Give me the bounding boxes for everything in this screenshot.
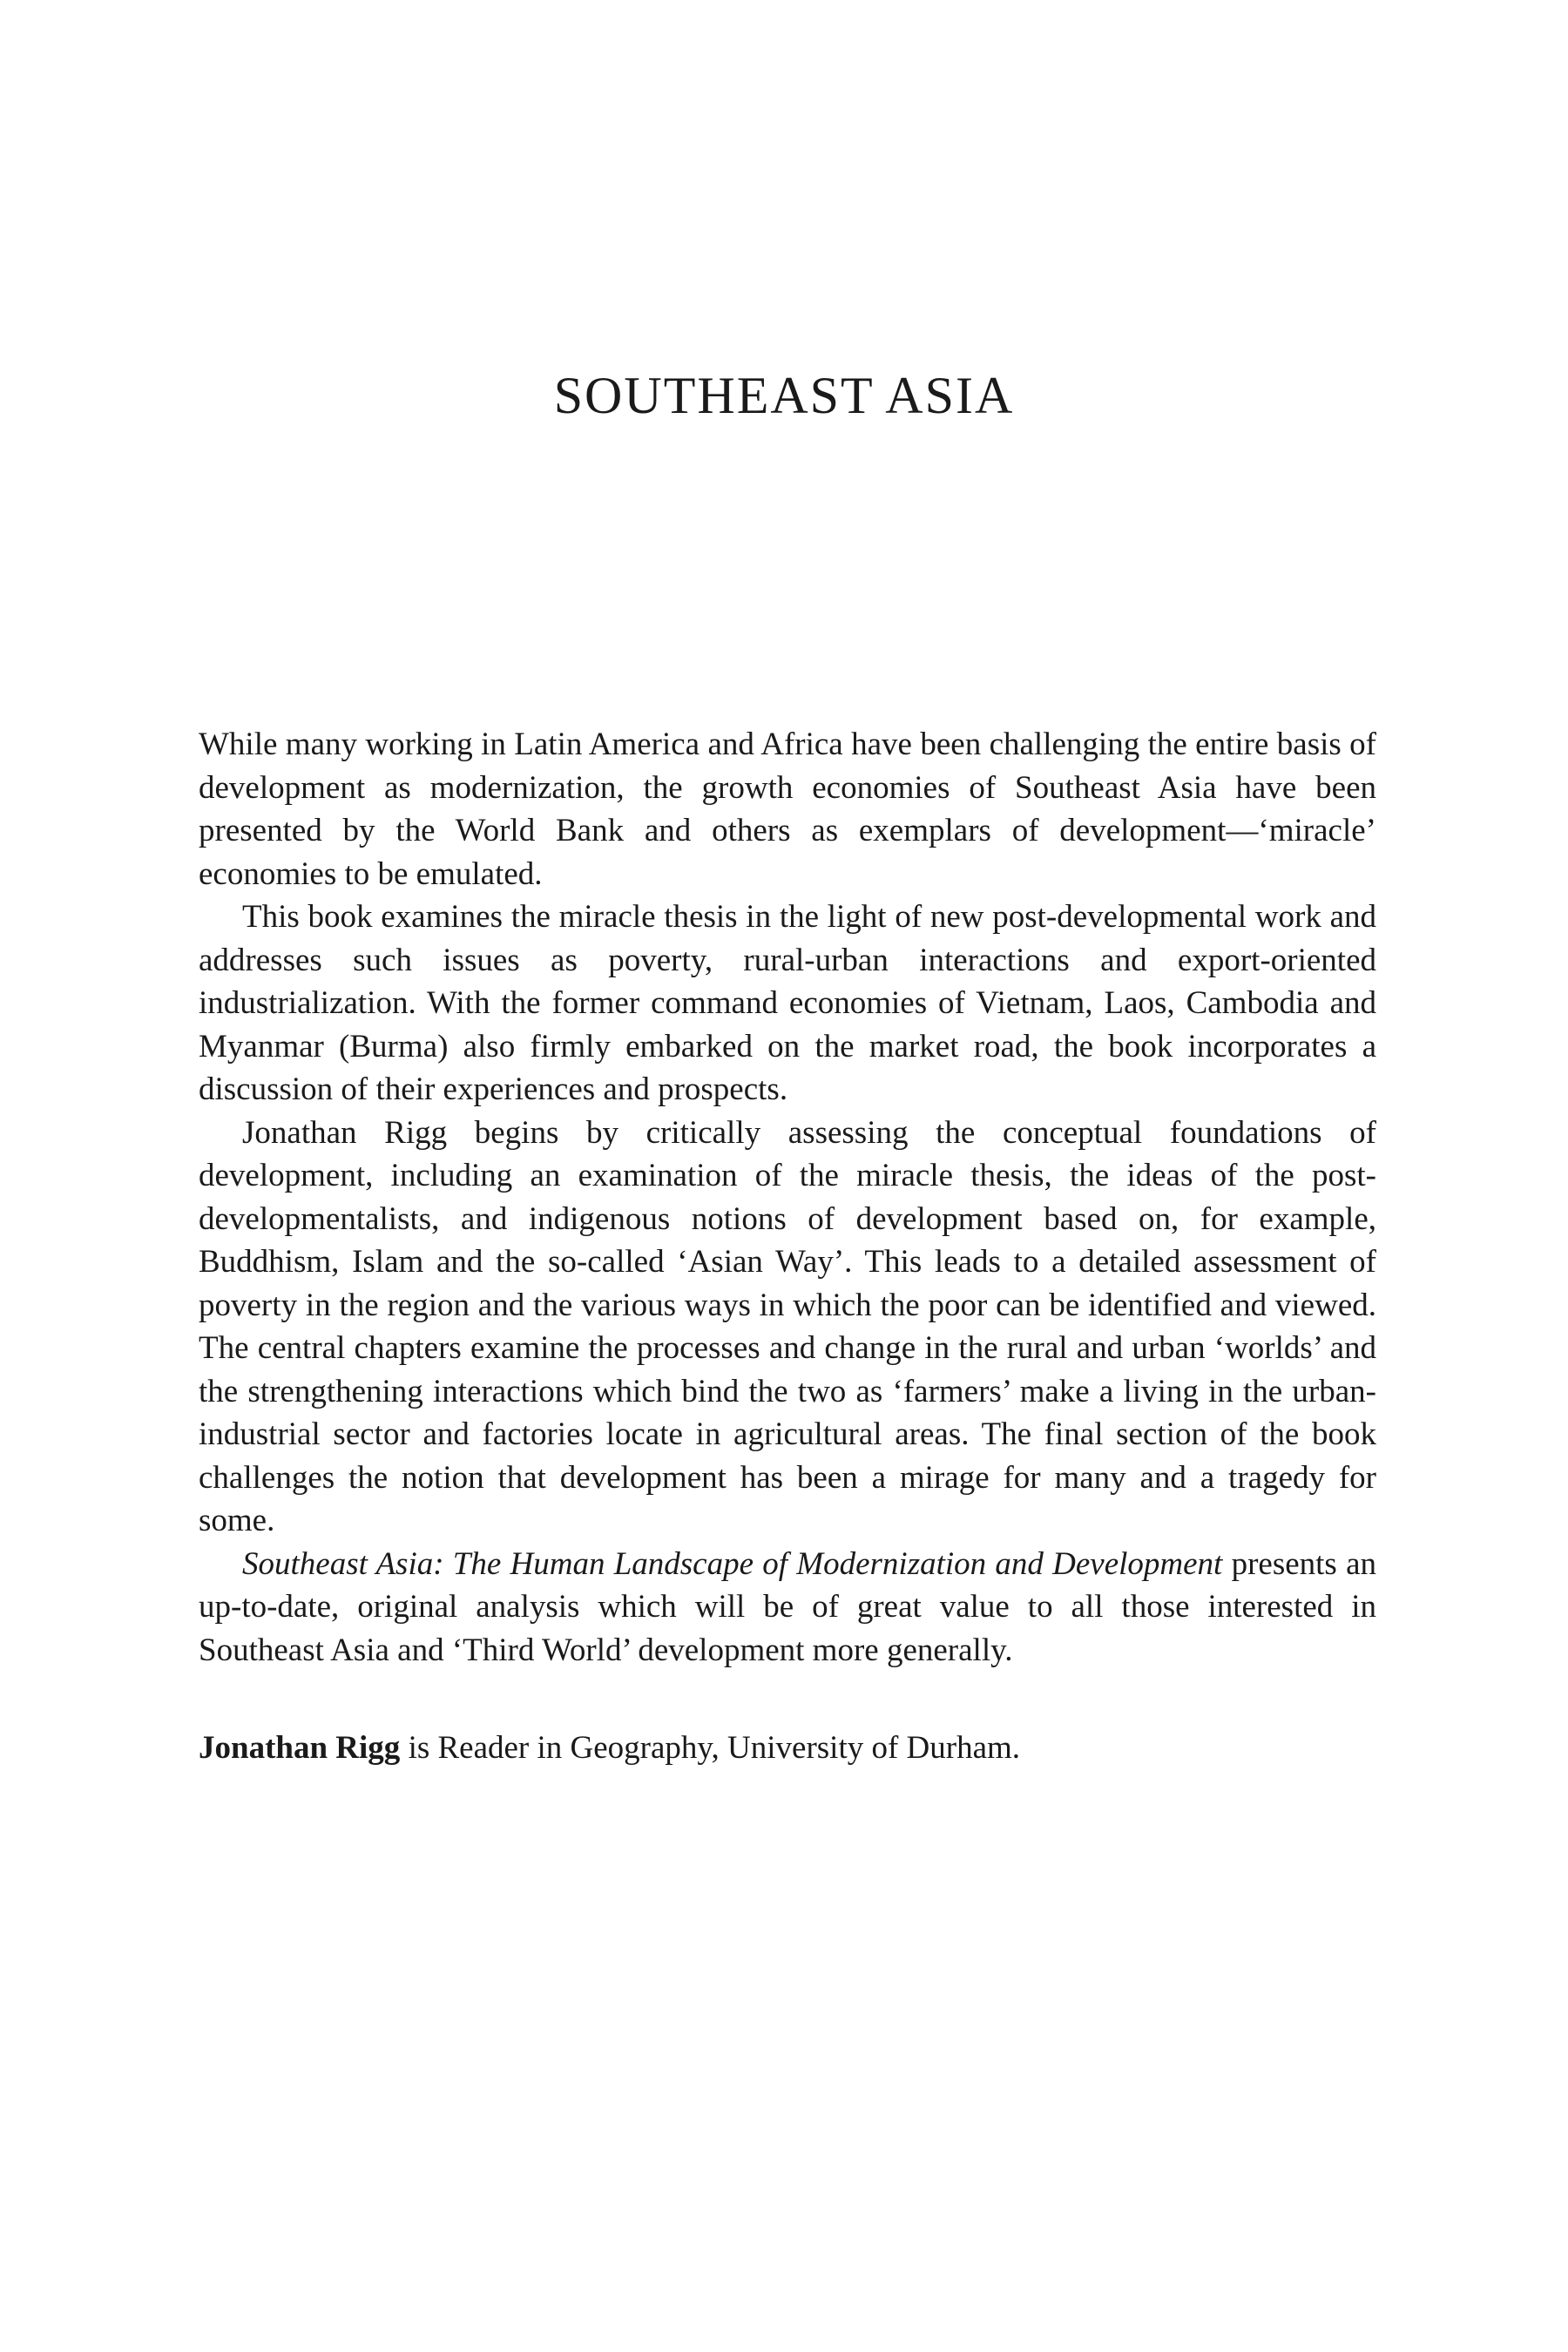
book-title-heading: SOUTHEAST ASIA <box>553 367 1015 424</box>
description-paragraph-1: While many working in Latin America and Africa have been challenging the entire basis of development as modernization, the growth economies of Southeast Asia have been presented by the World Bank and others as exemplars of development—‘miracle’ economies to be emulated. <box>199 727 1376 892</box>
description-paragraph-4 <box>199 1543 1376 1673</box>
book-full-title: Southeast Asia: The Human Landscape of Modernization and Development <box>242 1545 1223 1582</box>
description-paragraph-3: Jonathan Rigg begins by critically assessing the conceptual foundations of development, including an examination of the miracle thesis, the ideas of the post-developmentalists, and indigenous notions of development based on, for example, Buddhism, Islam and the so-called ‘Asian Way’. This leads to a detailed assessment of poverty in the region and the various ways in which the poor can be identified and viewed. The central chapters examine the processes and change in the rural and urban ‘worlds’ and the strengthening interactions which bind the two as ‘farmers’ make a living in the urban-industrial sector and factories locate in agricultural areas. The final section of the book challenges the notion that development has been a mirage for many and a tragedy for some. <box>199 1114 1376 1538</box>
book-description <box>199 723 1376 1672</box>
description-paragraph-2: This book examines the miracle thesis in the light of new post-developmental work and addresses such issues as poverty, rural-urban interactions and export-oriented industrialization. With the former command economies of Vietnam, Laos, Cambodia and Myanmar (Burma) also firmly embarked on the market road, the book incorporates a discussion of their experiences and prospects. <box>199 899 1376 1107</box>
author-bio <box>199 1727 1376 1770</box>
description-paragraph-4-text: presents an up-to-date, original analysis which will be of great value to all those interested in Southeast Asia and ‘Third World’ development more generally. <box>199 1545 1376 1668</box>
author-bio-text: is Reader in Geography, University of Durham. <box>400 1730 1021 1766</box>
author-name: Jonathan Rigg <box>199 1730 401 1766</box>
